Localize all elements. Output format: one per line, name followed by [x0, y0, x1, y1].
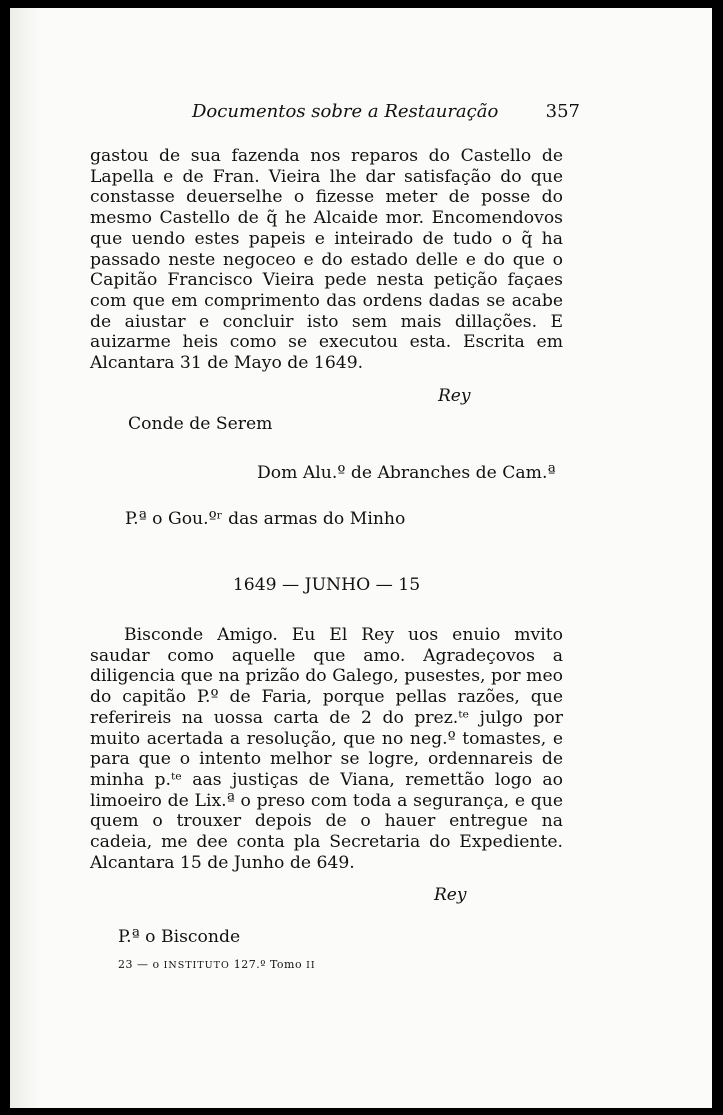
page-footer [118, 958, 316, 971]
letter2-date-heading: 1649 — JUNHO — 15 [232, 575, 421, 595]
letter1-secretary: Dom Alu.º de Abranches de Cam.ª [257, 463, 556, 483]
footer-volume: 127.º [233, 958, 266, 971]
letter1-signature: Rey [438, 386, 471, 406]
footer-sheet: 23 — o [118, 958, 160, 971]
page-number: 357 [545, 101, 580, 122]
document-page [10, 8, 712, 1108]
letter1-body: gastou de sua fazenda nos reparos do Castello de Lapella e de Fran. Vieira lhe dar satisfação do que constasse deuerselhe o fizesse meter de posse do mesmo Castello de q̃ he Alcaide mor. Encomendovos que uendo estes papeis e inteirado de tudo o q̃ ha passado neste negoceo e do estado delle e do que o Capitão Francisco Vieira pede nesta petição façaes com que em comprimento das ordens dadas se acabe de aiustar e concluir isto sem mais dillações. E auizarme heis como se executou esta. Escrita em Alcantara 31 de Mayo de 1649. [90, 146, 563, 374]
footer-tome-number: II [306, 960, 316, 971]
page-edge-shadow [10, 8, 40, 1108]
running-header [192, 101, 580, 131]
footer-institution: INSTITUTO [163, 960, 230, 971]
letter1-addressee: P.ª o Gou.ºʳ das armas do Minho [125, 509, 406, 529]
letter2-body: Bisconde Amigo. Eu El Rey uos enuio mvito saudar como aquelle que amo. Agradeçovos a diligencia que na prizão do Galego, pusestes, por meo do capitão P.º de Faria, porque pellas razões, que referireis na uossa carta de 2 do prez.ᵗᵉ julgo por muito acertada a resolução, que no neg.º tomastes, e para que o intento melhor se logre, ordennareis de minha p.ᵗᵉ aas justiças de Viana, remettão logo ao limoeiro de Lix.ª o preso com toda a segurança, e que quem o trouxer depois de o hauer entregue na cadeia, me dee conta pla Secretaria do Expediente. Alcantara 15 de Junho de 649. [90, 625, 563, 873]
letter2-addressee: P.ª o Bisconde [118, 927, 241, 947]
header-title: Documentos sobre a Restauração [192, 101, 499, 122]
letter1-countersign: Conde de Serem [128, 414, 273, 434]
footer-tome-label: Tomo [269, 958, 303, 971]
letter2-signature: Rey [434, 885, 467, 905]
